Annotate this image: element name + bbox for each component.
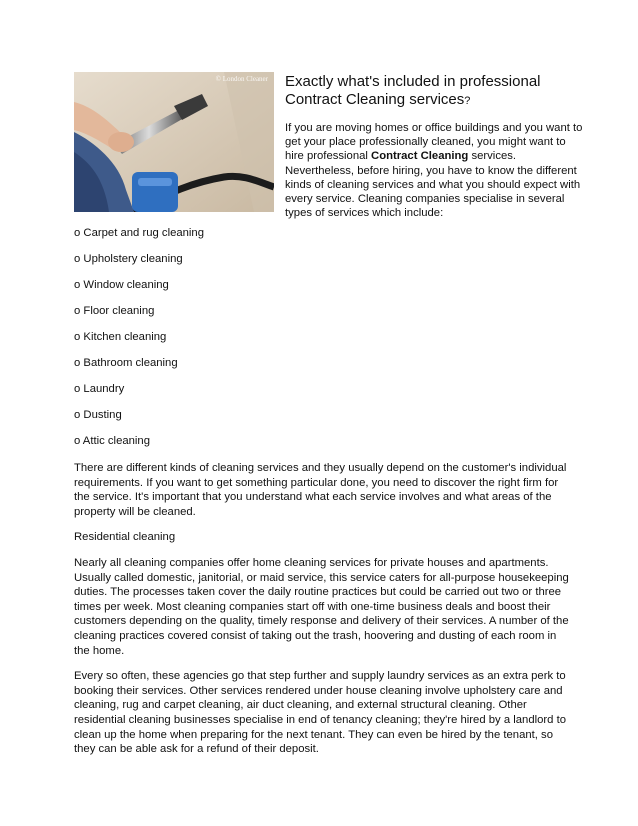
list-item: o Upholstery cleaning [74, 253, 183, 265]
carpet-cleaning-illustration [74, 72, 274, 212]
paragraph-residential: Nearly all cleaning companies offer home cleaning services for private houses and apartments. Usually called domestic, janitorial, or maid service, this service caters for all-purpose housekeeping duties. The processes taken cover the daily routine practices but could be carried out two or three times per week. Most cleaning companies start off with one-time business deals and boost their customers depending on the quality, timely response and delivery of their services. A number of the cleaning practices covered consist of taking out the trash, hoovering and dusting of each room in the home. [74, 556, 569, 657]
paragraph-overview: There are different kinds of cleaning services and they usually depend on the customer's individual requirements. If you want to get something particular done, you need to discover the right firm for the service. It's important that you understand what each service involves and what areas of the property will be cleaned. [74, 462, 567, 518]
services-list [74, 226, 204, 460]
intro-paragraph [285, 121, 585, 220]
paragraph-extra-services: Every so often, these agencies go that step further and supply laundry services as an extra perk to booking their services. Other services rendered under house cleaning involve upholstery care and cleaning, rug and carpet cleaning, air duct cleaning, and external structural cleaning. Other residential cleaning businesses specialise in end of tenancy cleaning; they're hired by a landlord to clean up the home when preparing for the next tenant. They can even be hired by the tenant, so they can be able ask for a refund of their deposit. [74, 670, 566, 756]
page-title [285, 73, 585, 110]
page-title-question-mark: ? [464, 95, 471, 107]
carpet-cleaning-photo [74, 72, 274, 212]
list-item: o Floor cleaning [74, 305, 155, 317]
intro-text-start: If you are moving homes or office buildings and you want to get your place professionally cleaned, you might want to hire professional [285, 122, 583, 163]
intro-bold-term: Contract Cleaning [371, 150, 469, 163]
list-item: o Laundry [74, 383, 125, 395]
section-heading-residential: Residential cleaning [74, 531, 176, 544]
body-text [74, 461, 570, 768]
list-item: o Attic cleaning [74, 435, 150, 447]
list-item: o Carpet and rug cleaning [74, 227, 205, 239]
list-item: o Kitchen cleaning [74, 331, 167, 343]
list-item: o Window cleaning [74, 279, 169, 291]
intro-text-end: services. Nevertheless, before hiring, you have to know the different kinds of cleaning services and what you should expect with every service. Cleaning companies specialise in several types of services which include: [285, 150, 581, 220]
photo-watermark: © London Cleaner [215, 75, 268, 83]
list-item: o Dusting [74, 409, 122, 421]
list-item: o Bathroom cleaning [74, 357, 178, 369]
page-title-text: Exactly what's included in professional Contract Cleaning services [285, 73, 541, 108]
